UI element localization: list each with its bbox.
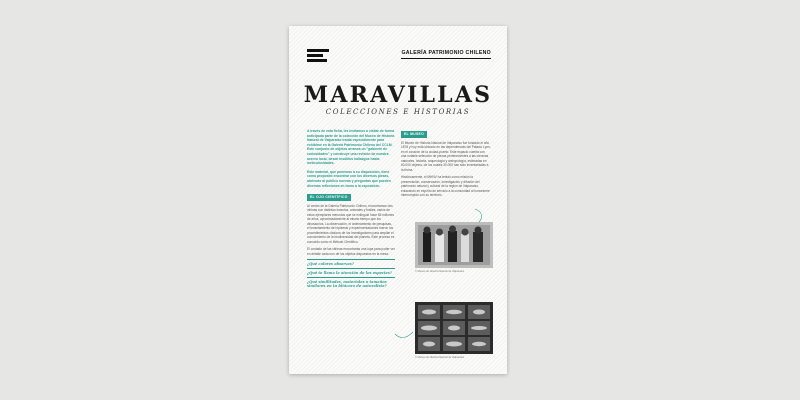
section-tag-museo: EL MUSEO <box>401 131 427 138</box>
specimen-drawers-icon <box>415 302 493 354</box>
museum-staff-photo <box>415 222 493 268</box>
museum-logo-icon <box>307 49 329 63</box>
question-similarities: ¿Qué similitudes, materiales o tamaños similares en tu bitácora de naturalista? <box>307 277 395 289</box>
people-photo-icon <box>415 222 493 268</box>
poster-title: MARAVILLAS <box>303 82 493 108</box>
photo-caption-2: © Museo de Historia Natural de Valparaíso <box>415 356 465 359</box>
museum-paragraph-2: Históricamente, el MHNV ha tenido como misión la preservación, conservación, investigación y difusión del patrimonio natural y cultural de la región de Valparaíso, enlazando en espíritu de servicio a la comunidad al honorarme interrumpido con su territorio. <box>401 175 490 197</box>
question-colors: ¿Qué colores observas? <box>307 259 395 266</box>
body-paragraph-2: El contado de las vitrinas encontrarás una lupa para poder ver en detalle cada uno de los objetos dispuestos en la mesa. <box>307 247 395 256</box>
specimen-cabinet-photo <box>415 302 493 354</box>
poster-subtitle: COLECCIONES E HISTORIAS <box>325 108 471 116</box>
body-paragraph: Al centro de la Galería Patrimonio Chileno, encontramos dos vitrinas con distintos insectos, animales y fósiles; varios de estos ejemplares menudos que se extinguió hace 65 millones de años, aproximadamente al mismo tiempo que los dinosaurios. La observación, el ordenamiento de pesquisas, el levantamiento de hipótesis y experimentaciones fueron los procedimientos clásicos de los investigadores para ampliar el conocimiento de la biodiversidad del planeta. Este proceso es conocido como el Método Científico. <box>307 203 395 244</box>
museum-paragraph: El Museo de Historia Natural de Valparaíso fue fundado el año 1878 y hoy está ubicado en las dependencias del Palacio Lyon, en el corazón de la ciudad-puerto. Este espacio cuenta con una notable selección de piezas pertenecientes a las ciencias naturales, historia, arqueología y antropología, estimadas en 60.000 objetos, de los cuales 30.000 han sido inventariadas a la fecha. <box>401 140 491 172</box>
intro-paragraph-2: Este material, que ponemos a su disposición, tiene como propósito encontrar con los diversos piezas, abriendo al público nuevas y preguntas que pueden diversas reflexiones en torno a la exposición. <box>307 169 391 188</box>
section-tag-ojo-cientifico: EL OJO CIENTÍFICO <box>307 194 351 201</box>
photo-caption: © Museo de Historia Natural de Valparaíso <box>415 270 465 273</box>
question-attention: ¿Qué te llama la atención de los especies? <box>307 268 395 275</box>
intro-paragraph: A través de esta ficha, les invitamos a visitar de forma anticipada parte de la colección del Museo de Historia Natural de Valparaíso traída especialmente para exhibirse en la Galería Patrimonio Chileno del CCLM. Este conjunto de objetos arranca un "gabinete de curiosidades" y construye una revisión de nuestra acervo local, desde insólitos hallazgos hasta meticulosidades. <box>307 129 395 166</box>
poster-sheet <box>289 26 507 374</box>
left-column <box>307 129 395 289</box>
right-column <box>401 129 491 201</box>
gallery-name: GALERÍA PATRIMONIO CHILENO <box>401 50 491 59</box>
